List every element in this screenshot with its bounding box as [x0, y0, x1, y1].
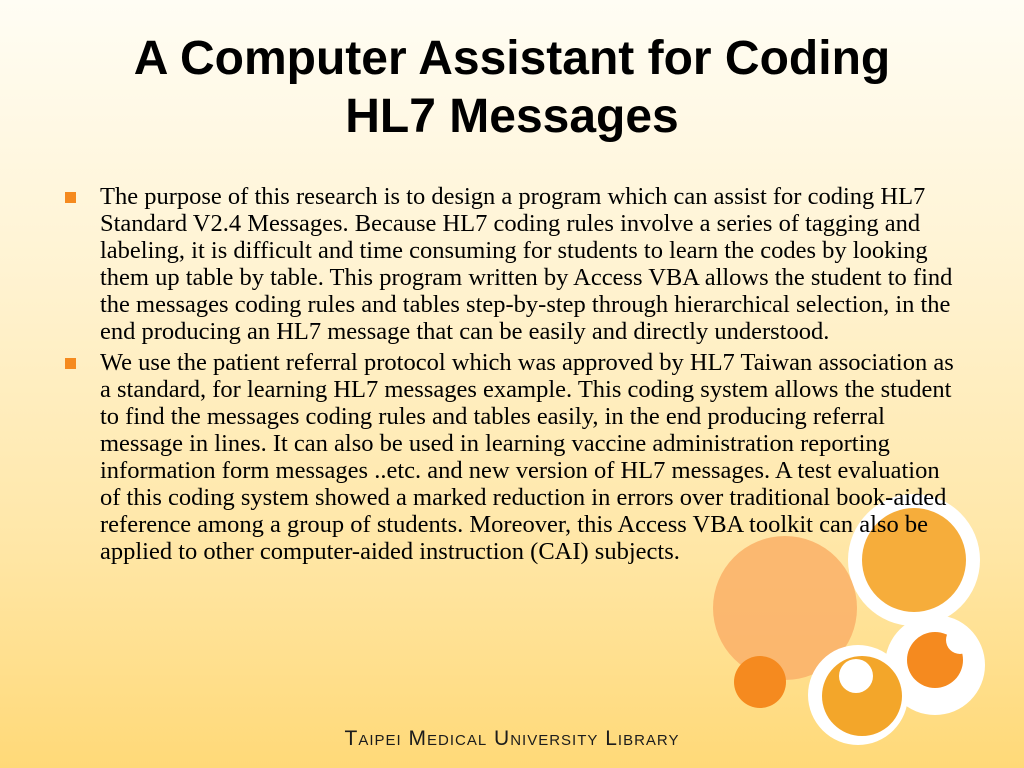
deco-circle-white-inner — [839, 659, 873, 693]
title-line-1: A Computer Assistant for Coding — [133, 32, 891, 85]
slide-title — [20, 30, 1004, 146]
title-line-2: HL7 Messages — [345, 90, 679, 143]
square-bullet-icon — [65, 192, 76, 203]
deco-circle-white-small-right — [946, 626, 974, 654]
footer-library-name: Taipei Medical University Library — [344, 727, 680, 750]
bullet-list — [60, 183, 960, 569]
deco-circle-orange-small — [734, 656, 786, 708]
square-bullet-icon — [65, 358, 76, 369]
bullet-text: We use the patient referral protocol which was approved by HL7 Taiwan association as a standard, for learning HL7 messages example. This coding system allows the student to find the messages coding rules and tables easily, in the end producing referral message in lines. It can also be used in learning vaccine administration reporting information form messages ..etc. and new version of HL7 messages. A test evaluation of this coding system showed a marked reduction in errors over traditional book-aided reference among a group of students. Moreover, this Access VBA toolkit can also be applied to other computer-aided instruction (CAI) subjects. — [100, 349, 954, 565]
bullet-text: The purpose of this research is to design a program which can assist for coding HL7 Standard V2.4 Messages. Because HL7 coding rules involve a series of tagging and labeling, it is difficult and time consuming for students to learn the codes by looking them up table by table. This program written by Access VBA allows the student to find the messages coding rules and tables step-by-step through hierarchical selection, in the end producing an HL7 message that can be easily and directly understood. — [100, 183, 953, 345]
bullet-item — [60, 183, 960, 345]
bullet-item — [60, 349, 960, 565]
